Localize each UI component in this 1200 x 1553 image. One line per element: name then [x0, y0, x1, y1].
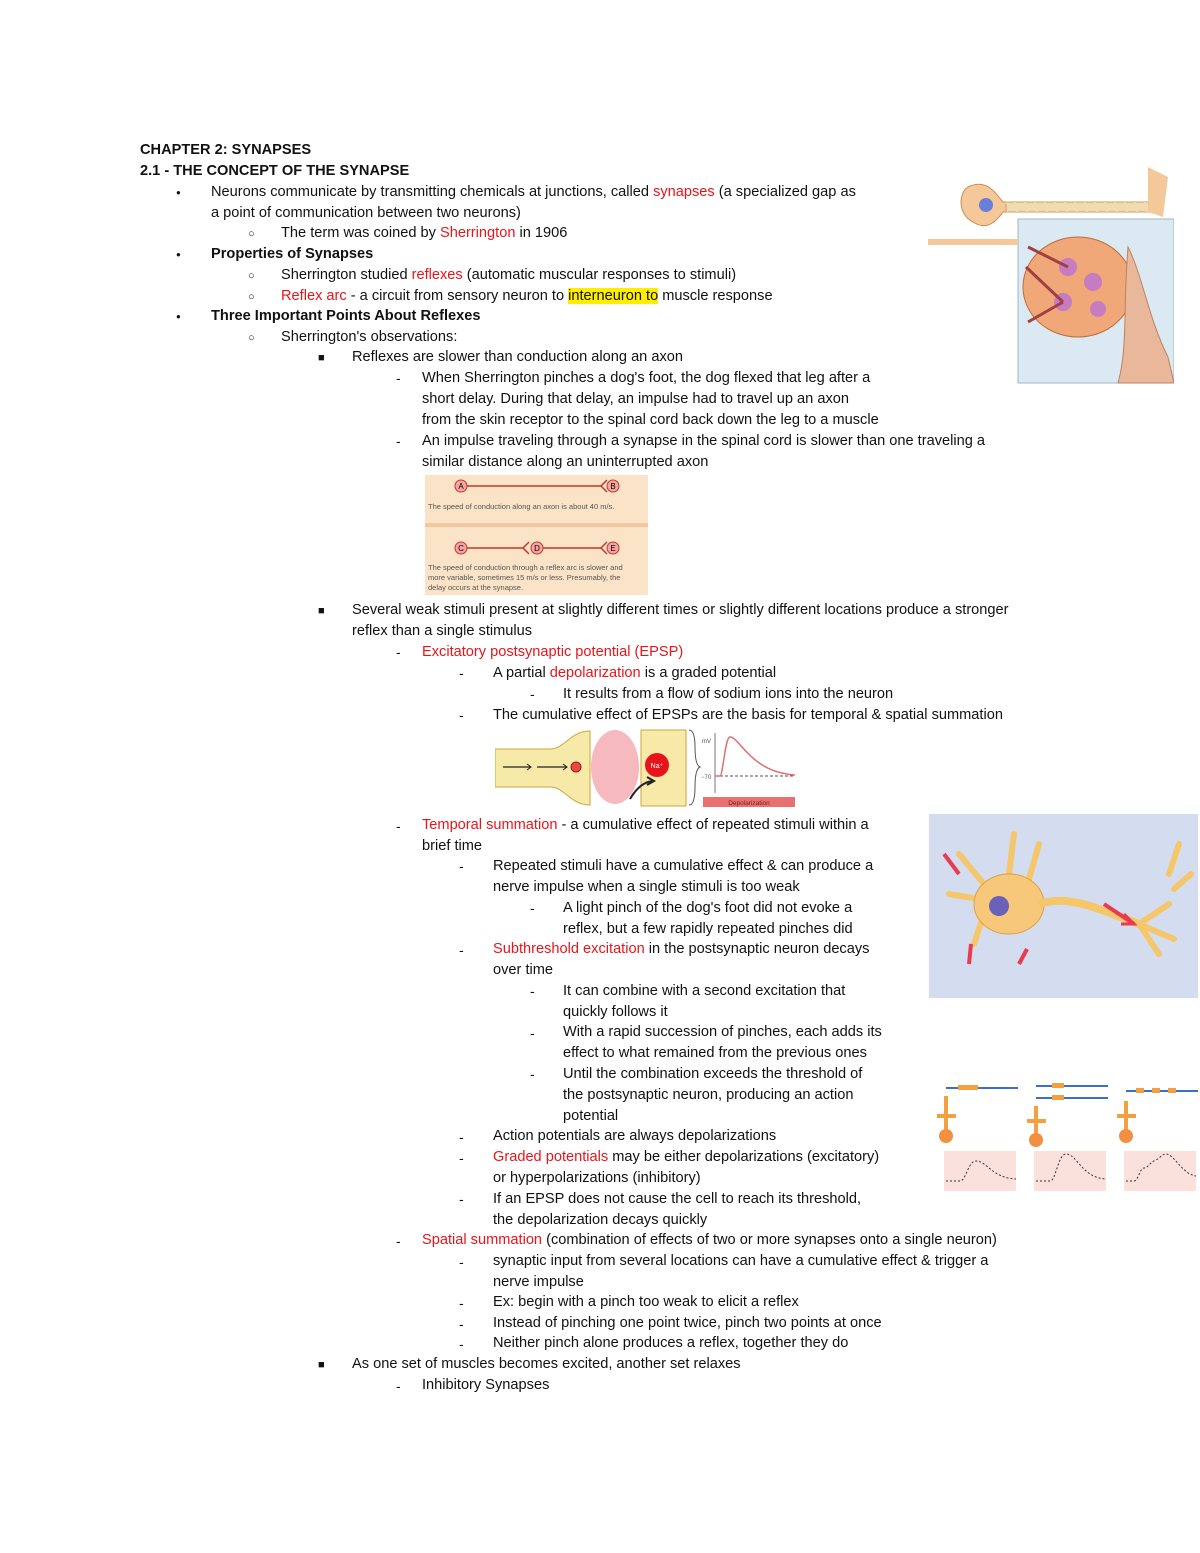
light-pinch-line2: reflex, but a few rapidly repeated pinches did: [563, 921, 853, 937]
bullet-marker: -: [459, 1150, 464, 1166]
threshold-line3: potential: [563, 1108, 619, 1124]
bullet-marker: -: [459, 665, 464, 681]
bullet-marker: [176, 306, 181, 329]
term-spatial-summation: Spatial summation: [422, 1232, 543, 1248]
term-sherrington: Sherrington: [439, 225, 516, 241]
depolarization-label: Depolarization: [728, 800, 770, 807]
bullet-marker: -: [530, 983, 535, 999]
sodium-label: Na⁺: [650, 763, 664, 770]
label-a: A: [458, 482, 464, 491]
threshold-line1: Until the combination exceeds the threshold of: [563, 1066, 863, 1082]
bullet-marker: -: [459, 1254, 464, 1270]
temporal-summation-line1: Temporal summation - a cumulative effect of repeated stimuli within a: [422, 817, 869, 833]
bullet-marker: -: [530, 900, 535, 916]
conduction-text-2b: more variable, sometimes 15 m/s or less. Presumably, the: [428, 573, 621, 582]
bullet-synapses: Neurons communicate by transmitting chemicals at junctions, called synapses (a specialized gap as: [211, 184, 856, 200]
term-graded-potentials: Graded potentials: [493, 1149, 609, 1165]
bullet-marker: -: [396, 370, 401, 386]
synaptic-input-line1: synaptic input from several locations can have a cumulative effect & trigger a: [493, 1253, 989, 1269]
highlight-interneuron: interneuron to: [568, 288, 659, 304]
obs2-heading-line2: reflex than a single stimulus: [352, 623, 533, 639]
subthreshold-line1: Subthreshold excitation in the postsynaptic neuron decays: [493, 941, 870, 957]
graded-potentials-line2: or hyperpolarizations (inhibitory): [493, 1170, 701, 1186]
obs3-heading: As one set of muscles becomes excited, another set relaxes: [352, 1356, 741, 1372]
obs1-detail-line2: short delay. During that delay, an impulse had to travel up an axon: [422, 391, 849, 407]
obs1-detail-line1: When Sherrington pinches a dog's foot, the dog flexed that leg after a: [422, 370, 871, 386]
bullet-marker: [176, 182, 181, 205]
bullet-marker: [176, 244, 181, 267]
label-d: D: [534, 544, 540, 553]
bullet-marker: -: [459, 1129, 464, 1145]
repeated-stimuli-line2: nerve impulse when a single stimuli is too weak: [493, 879, 800, 895]
bullet-continuation: a point of communication between two neurons): [211, 205, 521, 221]
obs1-detail-line3: from the skin receptor to the spinal cord back down the leg to a muscle: [422, 412, 879, 428]
spatial-summation-line: Spatial summation (combination of effects of two or more synapses onto a single neuron): [422, 1232, 997, 1248]
obs1-detail2-line2: similar distance along an uninterrupted axon: [422, 454, 709, 470]
term-temporal-summation: Temporal summation: [422, 817, 558, 833]
bullet-marker: -: [396, 1378, 401, 1394]
obs1-heading: Reflexes are slower than conduction along an axon: [352, 349, 684, 365]
synaptic-input-line2: nerve impulse: [493, 1274, 584, 1290]
epsp-decay-line1: If an EPSP does not cause the cell to reach its threshold,: [493, 1191, 862, 1207]
succession-line1: With a rapid succession of pinches, each adds its: [563, 1024, 882, 1040]
bullet-marker: -: [459, 1191, 464, 1207]
bullet-marker: ■: [318, 1359, 325, 1371]
bullet-marker: ○: [248, 332, 255, 344]
label-c: C: [458, 544, 464, 553]
chapter-title: CHAPTER 2: SYNAPSES: [140, 142, 312, 158]
subthreshold-line2: over time: [493, 962, 554, 978]
conduction-text-2c: delay occurs at the synapse.: [428, 583, 524, 592]
inhibitory-synapses-line: Inhibitory Synapses: [422, 1377, 550, 1393]
term-synapses: synapses: [653, 184, 715, 200]
example-pinch-line: Ex: begin with a pinch too weak to elicit a reflex: [493, 1294, 799, 1310]
bullet-marker: -: [530, 1025, 535, 1041]
label-e: E: [610, 544, 616, 553]
light-pinch-line1: A light pinch of the dog's foot did not evoke a: [563, 900, 853, 916]
epsp-partial-depolarization: A partial depolarization is a graded potential: [493, 665, 777, 681]
bullet-marker: -: [530, 686, 535, 702]
bullet-marker: ■: [318, 352, 325, 364]
epsp-figure: [495, 727, 800, 810]
section-heading: 2.1 - THE CONCEPT OF THE SYNAPSE: [140, 163, 410, 179]
sub-bullet-reflex-arc: Reflex arc - a circuit from sensory neuron to interneuron to muscle response: [281, 288, 773, 304]
label-b: B: [610, 482, 616, 491]
term-depolarization: depolarization: [549, 665, 641, 681]
term-subthreshold-excitation: Subthreshold excitation: [493, 941, 645, 957]
conduction-speed-figure: [425, 475, 648, 595]
epsp-decay-line2: the depolarization decays quickly: [493, 1212, 708, 1228]
bullet-properties: Properties of Synapses: [211, 246, 374, 262]
bullet-marker: ○: [248, 270, 255, 282]
bullet-marker: -: [459, 707, 464, 723]
bullet-marker: -: [396, 1233, 401, 1249]
resting-potential-label: −70: [701, 775, 712, 781]
bullet-marker: -: [396, 644, 401, 660]
mv-label: mV: [702, 739, 711, 745]
obs2-heading-line1: Several weak stimuli present at slightly different times or slightly different locations produce a stronger: [352, 602, 1009, 618]
obs1-detail2-line1: An impulse traveling through a synapse in the spinal cord is slower than one traveling a: [422, 433, 985, 449]
threshold-line2: the postsynaptic neuron, producing an action: [563, 1087, 854, 1103]
synapse-anatomy-figure: [928, 157, 1174, 385]
term-reflex-arc: Reflex arc: [281, 288, 347, 304]
summation-graphs-figure: [932, 1036, 1200, 1201]
bullet-marker: ○: [248, 291, 255, 303]
term-reflexes: reflexes: [411, 267, 463, 283]
bullet-marker: -: [459, 1336, 464, 1352]
sub-bullet-sherrington: The term was coined by Sherrington in 1906: [281, 225, 568, 241]
epsp-sodium-flow: It results from a flow of sodium ions into the neuron: [563, 686, 894, 702]
bullet-marker: -: [459, 858, 464, 874]
combine-line2: quickly follows it: [563, 1004, 668, 1020]
bullet-marker: -: [396, 818, 401, 834]
two-points-line: Instead of pinching one point twice, pinch two points at once: [493, 1315, 882, 1331]
bullet-marker: -: [459, 1316, 464, 1332]
bullet-marker: -: [459, 1295, 464, 1311]
bullet-three-points: Three Important Points About Reflexes: [211, 308, 481, 324]
bullet-marker: -: [530, 1066, 535, 1082]
repeated-stimuli-line1: Repeated stimuli have a cumulative effect & can produce a: [493, 858, 874, 874]
temporal-summation-line2: brief time: [422, 838, 483, 854]
summation-neuron-figure: [929, 814, 1198, 998]
neither-pinch-line: Neither pinch alone produces a reflex, together they do: [493, 1335, 849, 1351]
sub-bullet-reflexes: Sherrington studied reflexes (automatic muscular responses to stimuli): [281, 267, 737, 283]
combine-line1: It can combine with a second excitation that: [563, 983, 846, 999]
bullet-marker: -: [396, 433, 401, 449]
term-epsp: Excitatory postsynaptic potential (EPSP): [422, 644, 684, 660]
sub-bullet-observations: Sherrington's observations:: [281, 329, 458, 345]
bullet-marker: ○: [248, 228, 255, 240]
graded-potentials-line1: Graded potentials may be either depolarizations (excitatory): [493, 1149, 880, 1165]
action-potentials-line: Action potentials are always depolarizations: [493, 1128, 777, 1144]
bullet-marker: -: [459, 942, 464, 958]
bullet-marker: ■: [318, 605, 325, 617]
conduction-text-1: The speed of conduction along an axon is about 40 m/s.: [428, 502, 615, 511]
conduction-text-2a: The speed of conduction through a reflex arc is slower and: [428, 563, 623, 572]
succession-line2: effect to what remained from the previous ones: [563, 1045, 867, 1061]
epsp-cumulative-effect: The cumulative effect of EPSPs are the basis for temporal & spatial summation: [493, 707, 1003, 723]
